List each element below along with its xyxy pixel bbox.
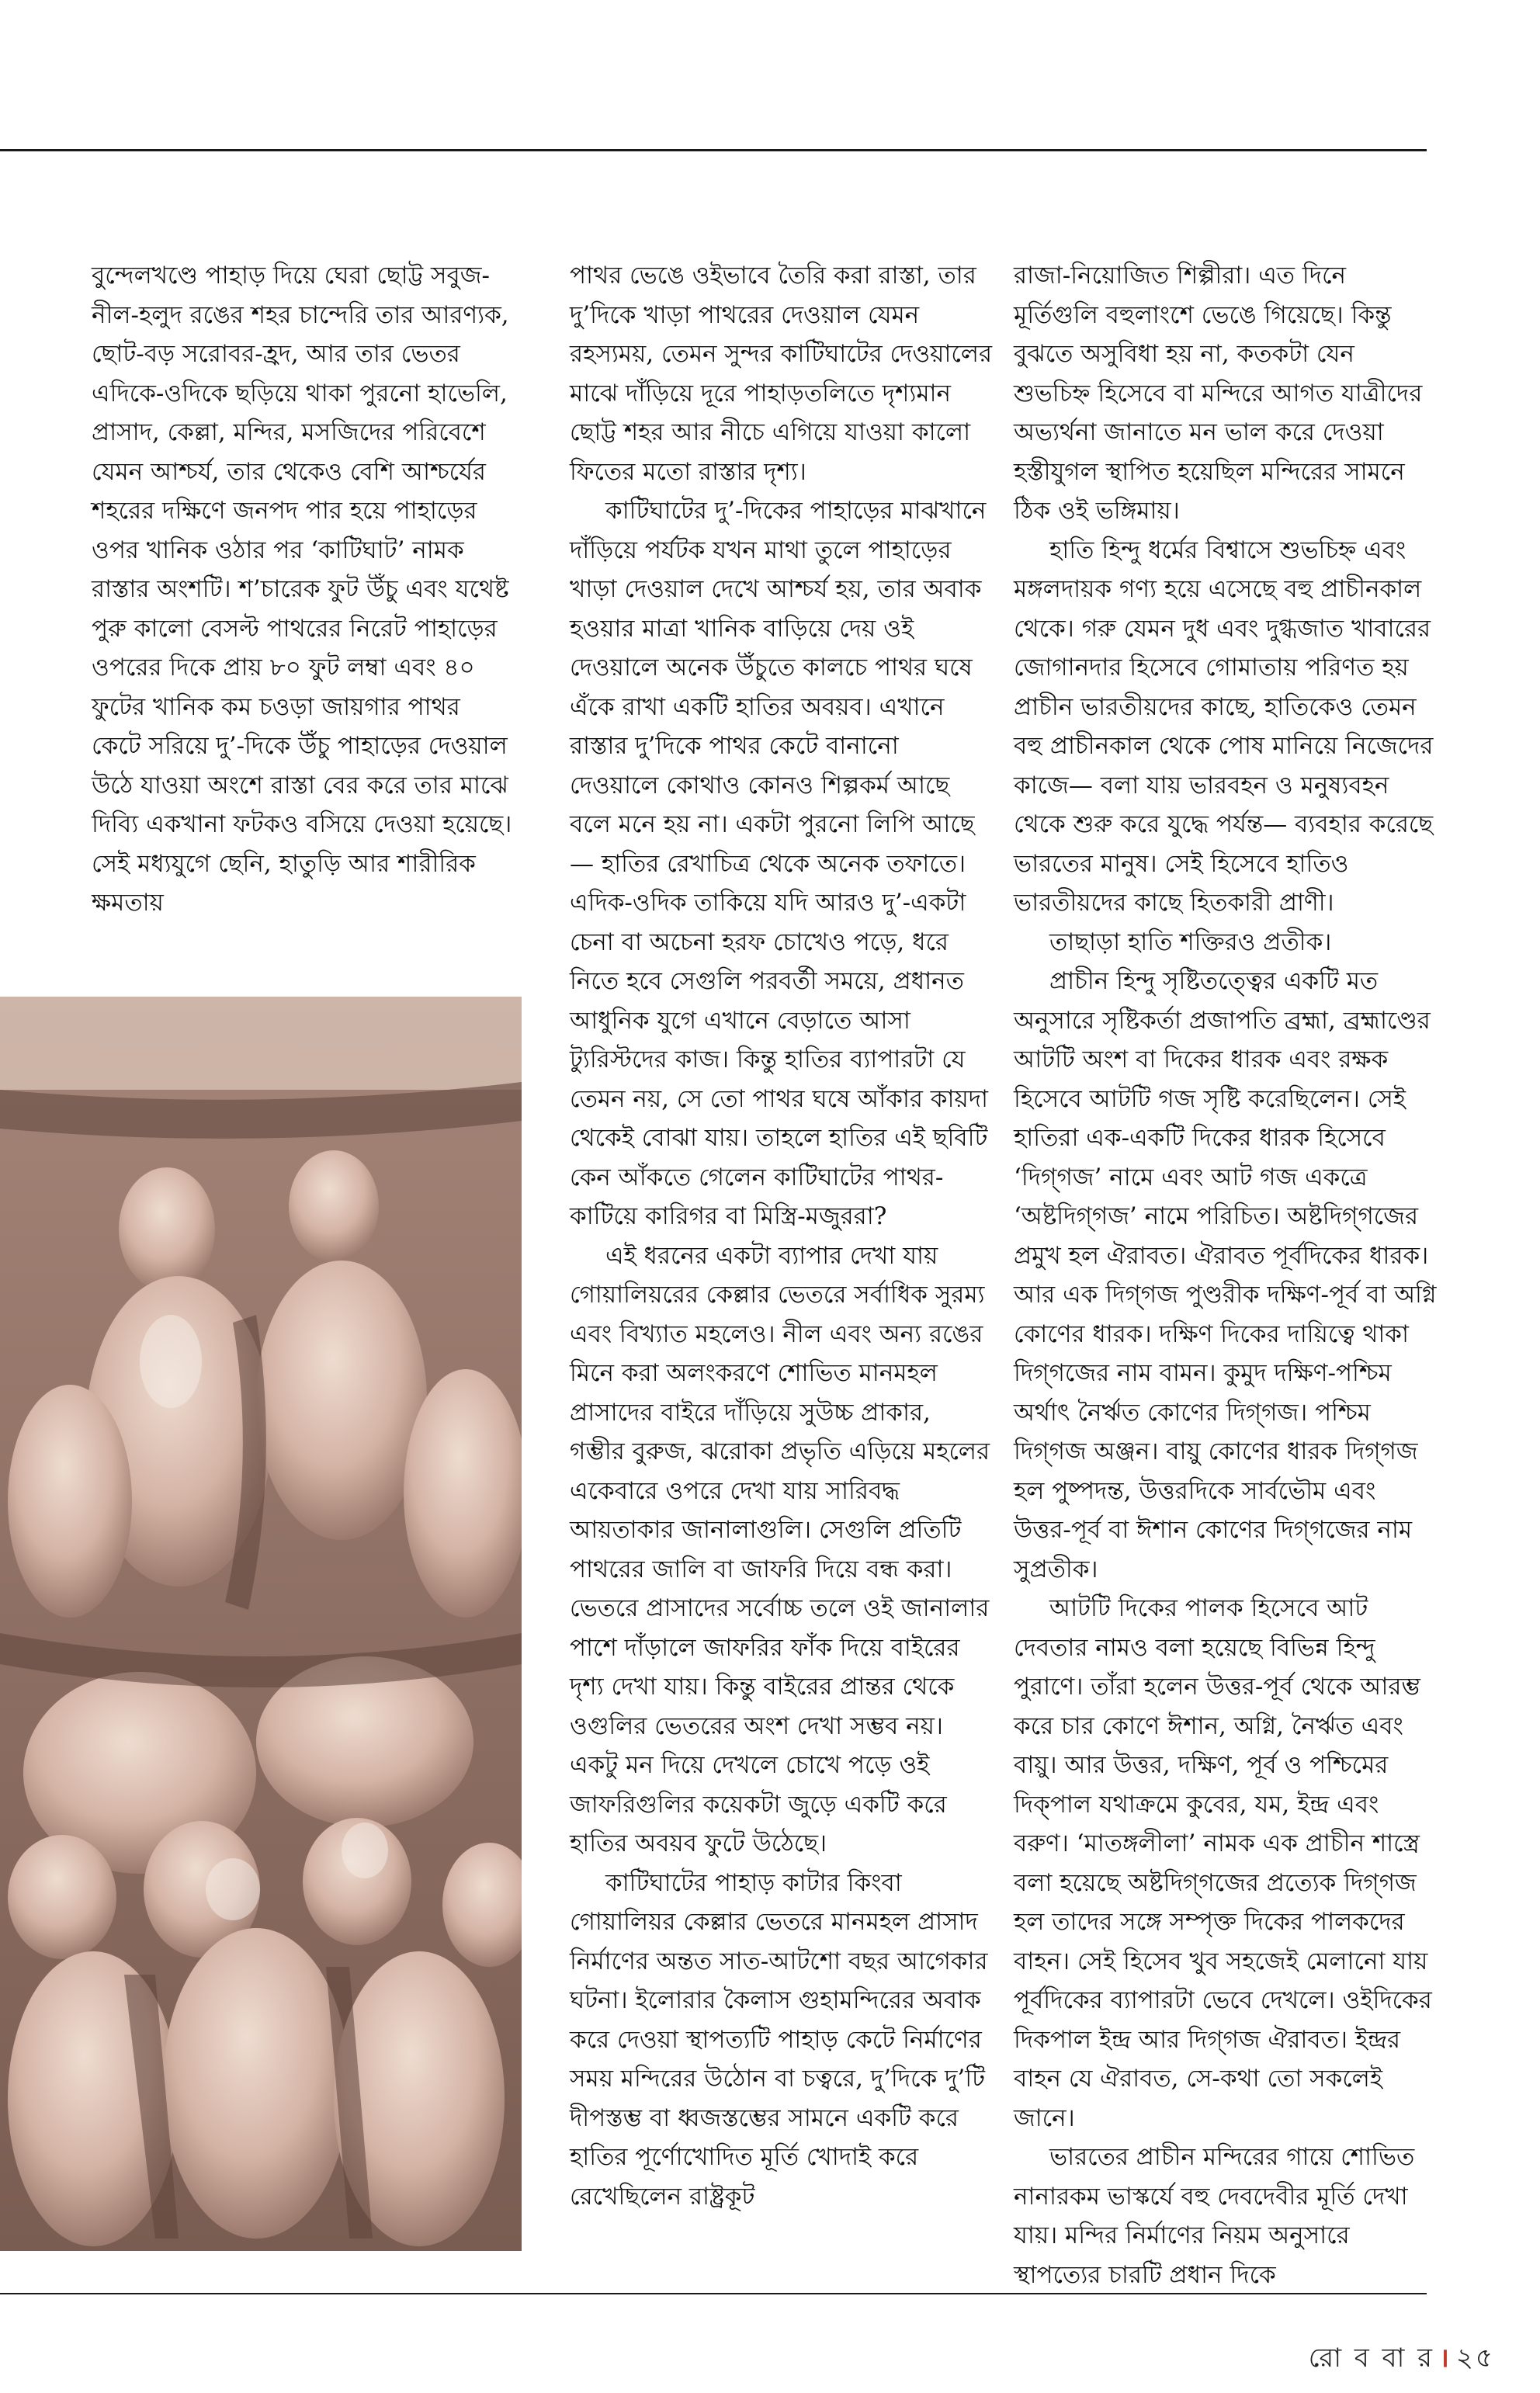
paragraph: প্রাচীন হিন্দু সৃষ্টিতত্ত্বের একটি মত অনুসারে সৃষ্টিকর্তা প্রজাপতি ব্রহ্মা, ব্রহ্মাণ্ডের আটটি অংশ বা দিকের ধারক এবং রক্ষক হিসেবে আটটি গজ সৃষ্টি করেছিলেন। সেই হাতিরা এক-একটি দিকের ধারক হিসেবে ‘দিগ্‌গজ’ নামে এবং আট গজ একত্রে ‘অষ্টদিগ্‌গজ’ নামে পরিচিত। অষ্টদিগ্‌গজের প্রমুখ হল ঐরাবত। ঐরাবত পূর্বদিকের ধারক। আর এক দিগ্‌গজ পুণ্ডরীক দক্ষিণ-পূর্ব বা অগ্নি কোণের ধারক। দক্ষিণ দিকের দায়িত্বে থাকা দিগ্‌গজের নাম বামন। কুমুদ দক্ষিণ-পশ্চিম অর্থাৎ নৈর্ঋত কোণের দিগ্‌গজ। পশ্চিম দিগ্‌গজ অঞ্জন। বায়ু কোণের ধারক দিগ্‌গজ হল পুষ্পদন্ত, উত্তরদিকে সার্বভৌম এবং উত্তর-পূর্ব বা ঈশান কোণের দিগ্‌গজের নাম সুপ্রতীক। <box>1014 967 1437 1583</box>
article-column-1 <box>92 256 515 923</box>
footer-separator: । <box>1438 2343 1452 2374</box>
paragraph: কাটিঘাটের পাহাড় কাটার কিংবা গোয়ালিয়র কেল্লার ভেতরে মানমহল প্রাসাদ নির্মাণের অন্তত সাত-আটশো বছর আগেকার ঘটনা। ইলোরার কৈলাস গুহামন্দিরের অবাক করে দেওয়া স্থাপত্যটি পাহাড় কেটে নির্মাণের সময় মন্দিরের উঠোন বা চত্বরে, দু’দিকে দু’টি দীপস্তম্ভ বা ধ্বজস্তম্ভের সামনে একটি করে হাতির পূর্ণোখোদিত মূর্তি খোদাই করে রেখেছিলেন রাষ্ট্রকূট <box>570 1868 988 2211</box>
article-column-3 <box>1014 256 1437 2294</box>
bottom-rule <box>0 2293 1427 2294</box>
paragraph: পাথর ভেঙে ওইভাবে তৈরি করা রাস্তা, তার দু’দিকে খাড়া পাথরের দেওয়াল যেমন রহস্যময়, তেমন সুন্দর কাটিঘাটের দেওয়ালের মাঝে দাঁড়িয়ে দূরে পাহাড়তলিতে দৃশ্যমান ছোট্ট শহর আর নীচে এগিয়ে যাওয়া কালো ফিতের মতো রাস্তার দৃশ্য। <box>570 262 993 486</box>
page-number: ২৫ <box>1455 2343 1495 2374</box>
magazine-name: রো ব বা র <box>1308 2343 1434 2374</box>
paragraph: হাতি হিন্দু ধর্মের বিশ্বাসে শুভচিহ্ন এবং মঙ্গলদায়ক গণ্য হয়ে এসেছে বহু প্রাচীনকাল থেকে। গরু যেমন দুধ এবং দুগ্ধজাত খাবারের জোগানদার হিসেবে গোমাতায় পরিণত হয় প্রাচীন ভারতীয়দের কাছে, হাতিকেও তেমন বহু প্রাচীনকাল থেকে পোষ মানিয়ে নিজেদের কাজে— বলা যায় ভারবহন ও মনুষ্যবহন থেকে শুরু করে যুদ্ধে পর্যন্ত— ব্যবহার করেছে ভারতের মানুষ। সেই হিসেবে হাতিও ভারতীয়দের কাছে হিতকারী প্রাণী। <box>1014 536 1434 917</box>
paragraph: কাটিঘাটের দু’-দিকের পাহাড়ের মাঝখানে দাঁড়িয়ে পর্যটক যখন মাথা তুলে পাহাড়ের খাড়া দেওয়াল দেখে আশ্চর্য হয়, তার অবাক হওয়ার মাত্রা খানিক বাড়িয়ে দেয় ওই দেওয়ালে অনেক উঁচুতে কালচে পাথর ঘষে এঁকে রাখা একটি হাতির অবয়ব। এখানে রাস্তার দু’দিকে পাথর কেটে বানানো দেওয়ালে কোথাও কোনও শিল্পকর্ম আছে বলে মনে হয় না। একটা পুরনো লিপি আছে— হাতির রেখাচিত্র থেকে অনেক তফাতে। এদিক-ওদিক তাকিয়ে যদি আরও দু’-একটা চেনা বা অচেনা হরফ চোখেও পড়ে, ধরে নিতে হবে সেগুলি পরবর্তী সময়ে, প্রধানত আধুনিক যুগে এখানে বেড়াতে আসা ট্যুরিস্টদের কাজ। কিন্তু হাতির ব্যাপারটা যে তেমন নয়, সে তো পাথর ঘষে আঁকার কায়দা থেকেই বোঝা যায়। তাহলে হাতির এই ছবিটি কেন আঁকতে গেলেন কাটিঘাটের পাথর-কাটিয়ে কারিগর বা মিস্ত্রি-মজুররা? <box>570 497 988 1230</box>
temple-sculpture-photo <box>0 997 522 2251</box>
paragraph: এই ধরনের একটা ব্যাপার দেখা যায় গোয়ালিয়রের কেল্লার ভেতরে সর্বাধিক সুরম্য এবং বিখ্যাত মহলেও। নীল এবং অন্য রঙের মিনে করা অলংকরণে শোভিত মানমহল প্রাসাদের বাইরে দাঁড়িয়ে সুউচ্চ প্রাকার, গম্ভীর বুরুজ, ঝরোকা প্রভৃতি এড়িয়ে মহলের একেবারে ওপরে দেখা যায় সারিবদ্ধ আয়তাকার জানালাগুলি। সেগুলি প্রতিটি পাথরের জালি বা জাফরি দিয়ে বন্ধ করা। ভেতরে প্রাসাদের সর্বোচ্চ তলে ওই জানালার পাশে দাঁড়ালে জাফরির ফাঁক দিয়ে বাইরের দৃশ্য দেখা যায়। কিন্তু বাইরের প্রান্তর থেকে ওগুলির ভেতরের অংশ দেখা সম্ভব নয়। একটু মন দিয়ে দেখলে চোখে পড়ে ওই জাফরিগুলির কয়েকটা জুড়ে একটি করে হাতির অবয়ব ফুটে উঠেছে। <box>570 1241 990 1857</box>
paragraph: ভারতের প্রাচীন মন্দিরের গায়ে শোভিত নানারকম ভাস্কর্যে বহু দেবদেবীর মূর্তি দেখা যায়। মন্দির নির্মাণের নিয়ম অনুসারে স্থাপত্যের চারটি প্রধান দিকে <box>1014 2143 1415 2289</box>
paragraph: আটটি দিকের পালক হিসেবে আট দেবতার নামও বলা হয়েছে বিভিন্ন হিন্দু পুরাণে। তাঁরা হলেন উত্তর-পূর্ব থেকে আরম্ভ করে চার কোণে ঈশান, অগ্নি, নৈর্ঋত এবং বায়ু। আর উত্তর, দক্ষিণ, পূর্ব ও পশ্চিমের দিক্‌পাল যথাক্রমে কুবের, যম, ইন্দ্র এবং বরুণ। ‘মাতঙ্গলীলা’ নামক এক প্রাচীন শাস্ত্রে বলা হয়েছে অষ্টদিগ্‌গজের প্রত্যেক দিগ্‌গজ হল তাদের সঙ্গে সম্পৃক্ত দিকের পালকদের বাহন। সেই হিসেব খুব সহজেই মেলানো যায় পূর্বদিকের ব্যাপারটা ভেবে দেখলে। ওইদিকের দিকপাল ইন্দ্র আর দিগ্‌গজ ঐরাবত। ইন্দ্রর বাহন যে ঐরাবত, সে-কথা তো সকলেই জানে। <box>1014 1594 1432 2132</box>
top-rule <box>0 149 1427 151</box>
page-footer <box>1309 2338 1495 2382</box>
paragraph: রাজা-নিয়োজিত শিল্পীরা। এত দিনে মূর্তিগুলি বহুলাংশে ভেঙে গিয়েছে। কিন্তু বুঝতে অসুবিধা হয় না, কতকটা যেন শুভচিহ্ন হিসেবে বা মন্দিরে আগত যাত্রীদের অভ্যর্থনা জানাতে মন ভাল করে দেওয়া হস্তীযুগল স্থাপিত হয়েছিল মন্দিরের সামনে ঠিক ওই ভঙ্গিমায়। <box>1014 262 1423 525</box>
paragraph: তাছাড়া হাতি শক্তিরও প্রতীক। <box>1049 928 1332 956</box>
paragraph: বুন্দেলখণ্ডে পাহাড় দিয়ে ঘেরা ছোট্ট সবুজ-নীল-হলুদ রঙের শহর চান্দেরি তার আরণ্যক, ছোট-বড় সরোবর-হ্রদ, আর তার ভেতর এদিকে-ওদিকে ছড়িয়ে থাকা পুরনো হাভেলি, প্রাসাদ, কেল্লা, মন্দির, মসজিদের পরিবেশে যেমন আশ্চর্য, তার থেকেও বেশি আশ্চর্যের শহরের দক্ষিণে জনপদ পার হয়ে পাহাড়ের ওপর খানিক ওঠার পর ‘কাটিঘাট’ নামক রাস্তার অংশটি। শ’চারেক ফুট উঁচু এবং যথেষ্ট পুরু কালো বেসল্ট পাথরের নিরেট পাহাড়ের ওপরের দিকে প্রায় ৮০ ফুট লম্বা এবং ৪০ ফুটের খানিক কম চওড়া জায়গার পাথর কেটে সরিয়ে দু’-দিকে উঁচু পাহাড়ের দেওয়াল উঠে যাওয়া অংশে রাস্তা বের করে তার মাঝে দিব্যি একখানা ফটকও বসিয়ে দেওয়া হয়েছে। সেই মধ্যযুগে ছেনি, হাতুড়ি আর শারীরিক ক্ষমতায় <box>92 262 512 917</box>
article-column-2 <box>570 256 993 2216</box>
